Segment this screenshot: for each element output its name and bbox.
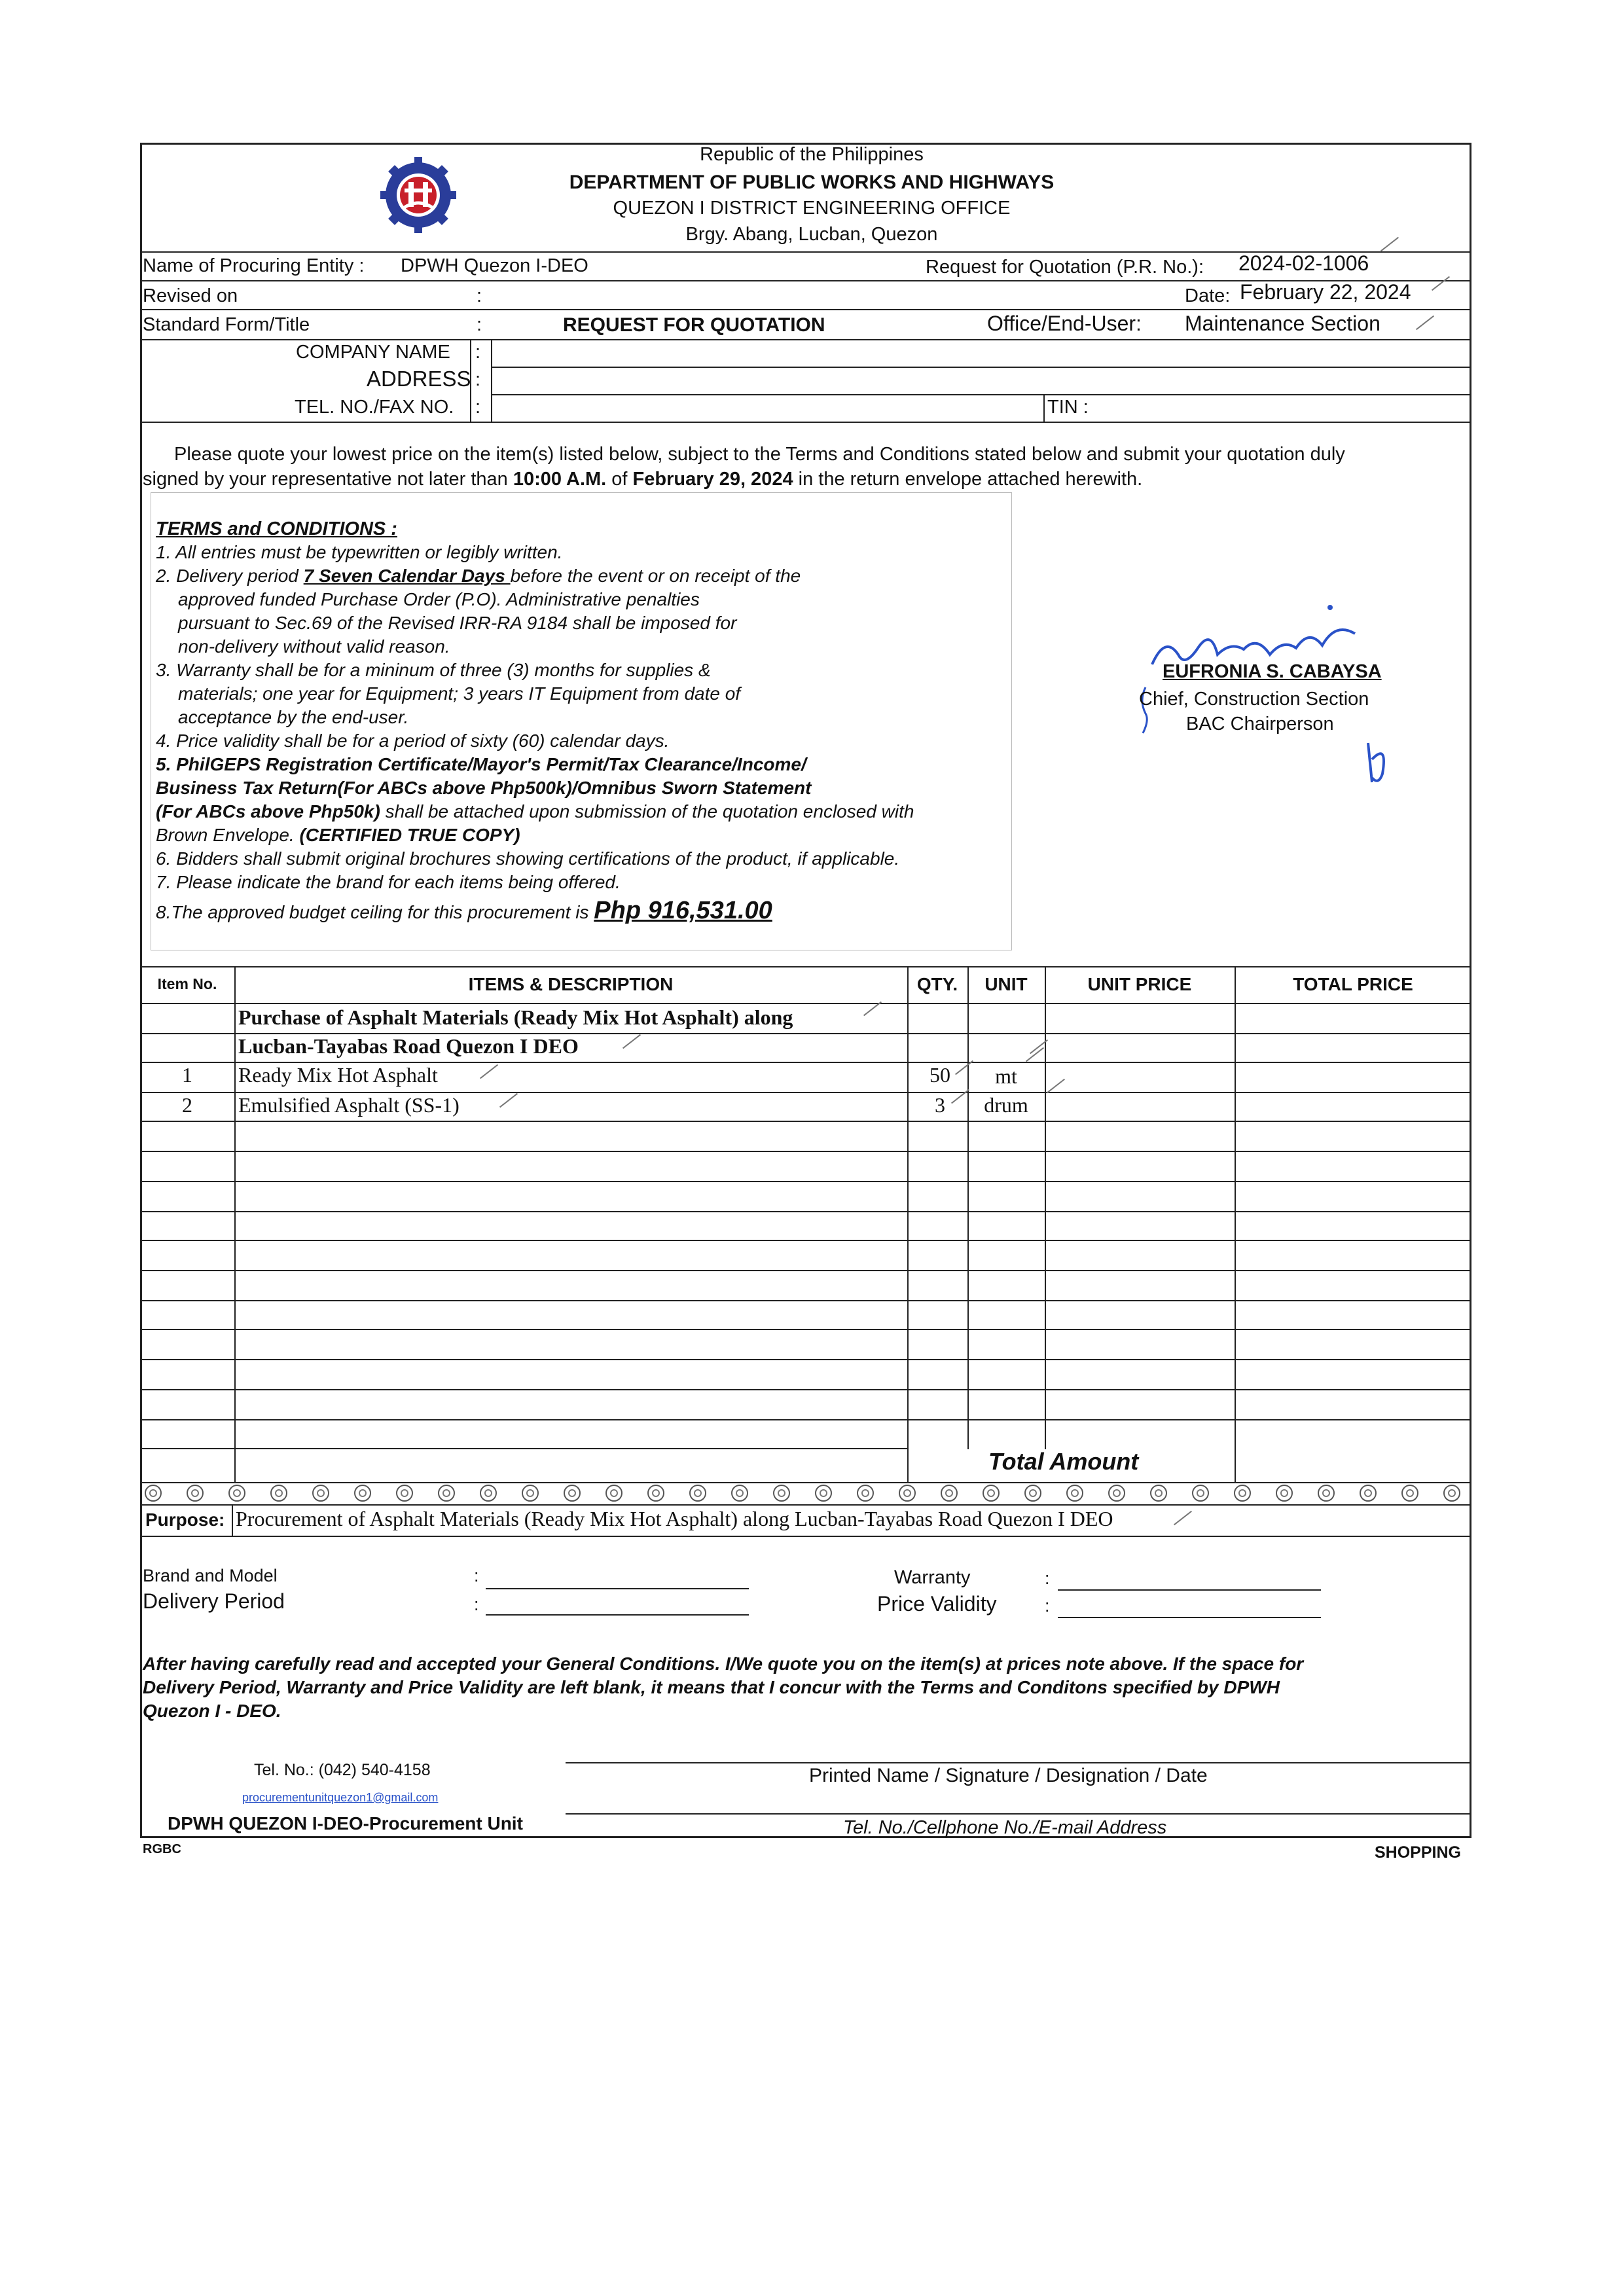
signatory-name: EUFRONIA S. CABAYSA	[1163, 661, 1382, 682]
validity-colon: :	[1045, 1596, 1050, 1616]
term-1: 1. All entries must be typewritten or legibly written.	[156, 542, 563, 562]
purpose-label: Purpose:	[145, 1509, 225, 1530]
validity-label: Price Validity	[877, 1592, 997, 1616]
signatory-role: BAC Chairperson	[1186, 714, 1334, 734]
form-title: REQUEST FOR QUOTATION	[563, 314, 825, 336]
office-value: Maintenance Section	[1185, 312, 1380, 335]
row-unit: mt	[995, 1064, 1017, 1088]
header-department: DEPARTMENT OF PUBLIC WORKS AND HIGHWAYS	[569, 172, 1055, 193]
term-6: 6. Bidders shall submit original brochures showing certifications of the product, if applicable.	[156, 848, 900, 869]
company-label: COMPANY NAME	[296, 342, 450, 363]
row-unit-price-input[interactable]	[1047, 1093, 1232, 1119]
tel-label: TEL. NO./FAX NO.	[295, 397, 454, 418]
statement-line3: Quezon I - DEO.	[143, 1701, 281, 1721]
header-address: Brgy. Abang, Lucban, Quezon	[685, 224, 938, 245]
row-item-no: 1	[182, 1063, 192, 1087]
intro-line1: Please quote your lowest price on the item(s) listed below, subject to the Terms and Conditions stated below and submit your quotation duly	[174, 444, 1345, 465]
term-3-line2: materials; one year for Equipment; 3 years IT Equipment from date of	[178, 683, 741, 704]
warranty-colon: :	[1045, 1568, 1050, 1588]
date-value: February 22, 2024	[1240, 280, 1411, 304]
term-5: 5. PhilGEPS Registration Certificate/Mayor's Permit/Tax Clearance/Income/	[156, 754, 806, 774]
header-country: Republic of the Philippines	[700, 144, 924, 165]
tel-colon: :	[475, 397, 481, 418]
revised-colon: :	[477, 285, 482, 306]
brand-input[interactable]	[486, 1564, 749, 1589]
intro-line2: signed by your representative not later than 10:00 A.M. of February 29, 2024 in the return envelope attached herewith.	[143, 469, 1143, 490]
delivery-input[interactable]	[486, 1592, 749, 1616]
total-amount-label: Total Amount	[988, 1448, 1139, 1475]
footer-email[interactable]: procurementunitquezon1@gmail.com	[242, 1791, 439, 1804]
revised-label: Revised on	[143, 285, 238, 306]
row-item-no: 2	[182, 1093, 192, 1117]
term-2-line3: pursuant to Sec.69 of the Revised IRR-RA 9184 shall be imposed for	[178, 613, 737, 633]
signatory-title: Chief, Construction Section	[1139, 689, 1369, 710]
company-field[interactable]	[497, 342, 1466, 364]
brand-label: Brand and Model	[143, 1566, 278, 1585]
row-unit: drum	[984, 1093, 1028, 1117]
dpwh-seal-icon	[376, 156, 461, 234]
form-colon: :	[477, 314, 482, 335]
term-5-line2: Business Tax Return(For ABCs above Php500k)/Omnibus Sworn Statement	[156, 778, 812, 798]
address-field[interactable]	[497, 369, 1466, 391]
address-colon: :	[475, 369, 481, 390]
entity-label: Name of Procuring Entity :	[143, 255, 365, 276]
procurement-title: Purchase of Asphalt Materials (Ready Mix Hot Asphalt) along	[238, 1005, 793, 1029]
row-qty: 3	[935, 1093, 945, 1117]
term-5-line3: (For ABCs above Php50k) shall be attached upon submission of the quotation enclosed with	[156, 801, 914, 822]
term-5-line4: Brown Envelope. (CERTIFIED TRUE COPY)	[156, 825, 520, 845]
term-3: 3. Warranty shall be for a mininum of three (3) months for supplies &	[156, 660, 711, 680]
term-2-line4: non-delivery without valid reason.	[178, 636, 450, 657]
row-description: Emulsified Asphalt (SS-1)	[238, 1093, 460, 1117]
rfq-number: 2024-02-1006	[1238, 251, 1369, 275]
total-amount-input[interactable]	[1237, 1451, 1469, 1479]
row-total-price-input[interactable]	[1237, 1093, 1469, 1119]
brand-colon: :	[474, 1566, 479, 1585]
purpose-value: Procurement of Asphalt Materials (Ready Mix Hot Asphalt) along Lucban-Tayabas Road Quezon I DEO	[236, 1507, 1113, 1530]
printed-name-label: Printed Name / Signature / Designation / Date	[809, 1765, 1208, 1786]
row-qty: 50	[929, 1063, 950, 1087]
term-4: 4. Price validity shall be for a period of sixty (60) calendar days.	[156, 731, 670, 751]
term-3-line3: acceptance by the end-user.	[178, 707, 409, 727]
terms-heading: TERMS and CONDITIONS :	[156, 518, 397, 539]
rfq-label: Request for Quotation (P.R. No.):	[926, 257, 1204, 278]
date-label: Date:	[1185, 285, 1231, 306]
footer-left-code: RGBC	[143, 1842, 181, 1856]
col-header-unit: UNIT	[984, 974, 1028, 994]
decorative-border	[132, 1485, 1481, 1504]
procurement-title-line2: Lucban-Tayabas Road Quezon I DEO	[238, 1034, 579, 1058]
tel-field[interactable]	[497, 397, 1034, 419]
row-description: Ready Mix Hot Asphalt	[238, 1063, 438, 1087]
footer-right-code: SHOPPING	[1375, 1843, 1461, 1862]
row-unit-price-input[interactable]	[1047, 1064, 1232, 1091]
col-header-total-price: TOTAL PRICE	[1293, 974, 1413, 994]
warranty-input[interactable]	[1058, 1566, 1321, 1591]
address-label: ADDRESS	[367, 367, 471, 391]
tin-field[interactable]	[1100, 397, 1466, 419]
row-total-price-input[interactable]	[1237, 1064, 1469, 1091]
col-header-unit-price: UNIT PRICE	[1087, 974, 1192, 994]
form-label: Standard Form/Title	[143, 314, 310, 335]
delivery-label: Delivery Period	[143, 1589, 285, 1613]
term-2: 2. Delivery period 7 Seven Calendar Days before the event or on receipt of the	[156, 566, 801, 586]
term-2-line2: approved funded Purchase Order (P.O). Administrative penalties	[178, 589, 700, 609]
warranty-label: Warranty	[894, 1567, 971, 1588]
statement-line1: After having carefully read and accepted your General Conditions. I/We quote you on the item(s) at prices note above. If the space for	[143, 1653, 1304, 1674]
header-office: QUEZON I DISTRICT ENGINEERING OFFICE	[613, 198, 1011, 219]
delivery-colon: :	[474, 1595, 479, 1614]
office-label: Office/End-User:	[987, 312, 1142, 335]
tin-label: TIN :	[1047, 397, 1089, 418]
col-header-qty: QTY.	[916, 974, 958, 994]
validity-input[interactable]	[1058, 1595, 1321, 1618]
term-7: 7. Please indicate the brand for each items being offered.	[156, 872, 621, 892]
company-colon: :	[475, 342, 481, 363]
col-header-description: ITEMS & DESCRIPTION	[468, 974, 674, 994]
contact-label: Tel. No./Cellphone No./E-mail Address	[843, 1817, 1167, 1838]
footer-tel: Tel. No.: (042) 540-4158	[254, 1761, 431, 1779]
footer-unit: DPWH QUEZON I-DEO-Procurement Unit	[168, 1813, 523, 1834]
statement-line2: Delivery Period, Warranty and Price Validity are left blank, it means that I concur with the Terms and Conditons specified by DPWH	[143, 1677, 1280, 1697]
term-8: 8.The approved budget ceiling for this procurement is Php 916,531.00	[156, 897, 772, 924]
entity-value: DPWH Quezon I-DEO	[401, 255, 588, 276]
col-header-item-no: Item No.	[157, 975, 217, 992]
